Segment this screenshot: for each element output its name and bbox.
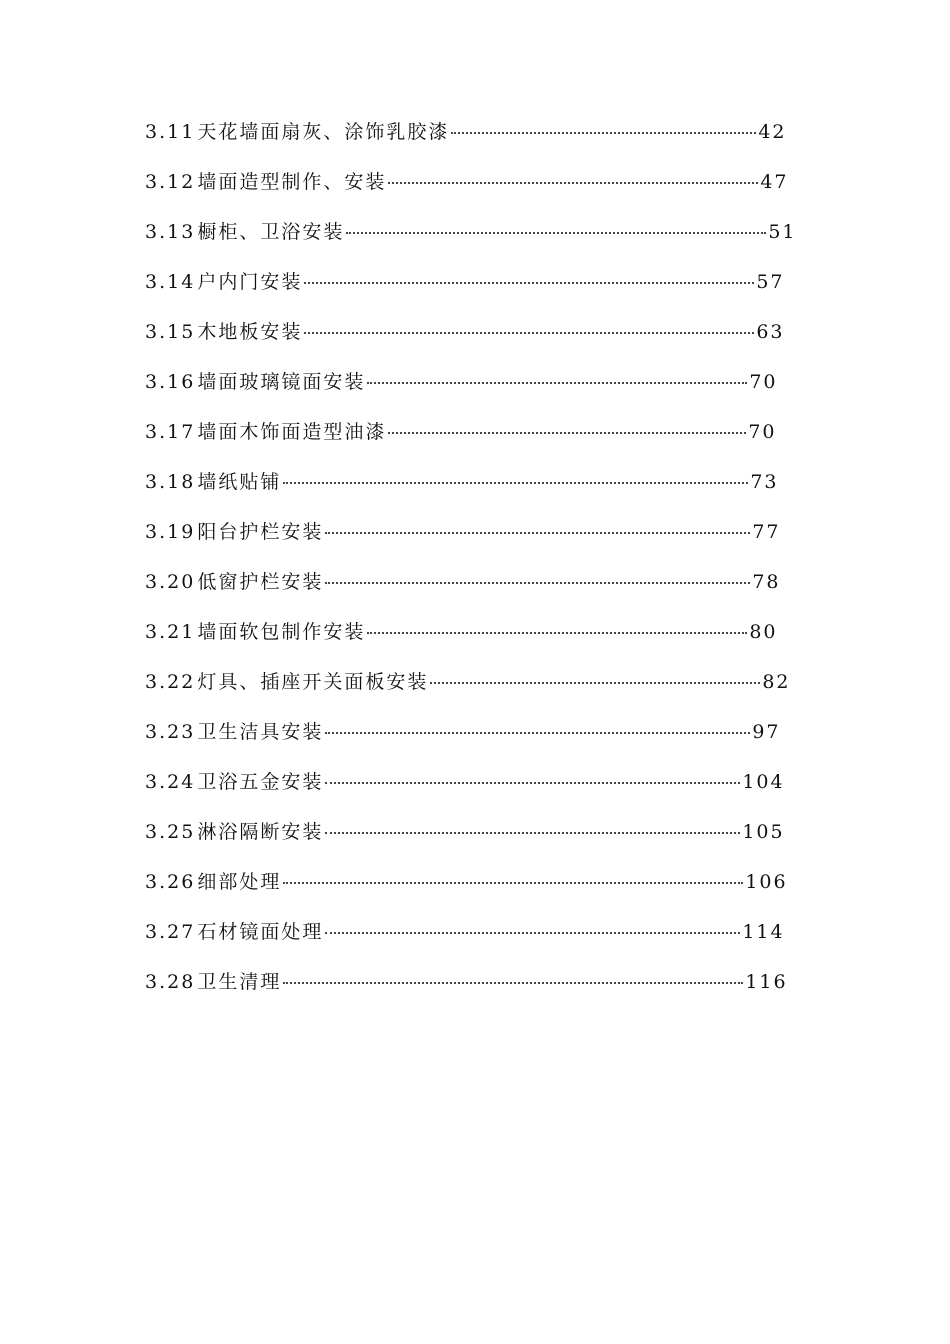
toc-entry[interactable] <box>145 217 805 267</box>
toc-entry[interactable] <box>145 367 805 417</box>
toc-entry-title: 户内门安装 <box>197 271 303 293</box>
toc-entry-page: 114 <box>742 921 785 943</box>
toc-entry-number: 3.15 <box>145 321 196 343</box>
toc-entry-page: 116 <box>745 971 788 993</box>
toc-entry-page: 77 <box>752 521 781 543</box>
toc-entry-number: 3.12 <box>145 171 196 193</box>
dot-leader <box>325 782 740 784</box>
toc-entry[interactable] <box>145 267 805 317</box>
toc-entry-number: 3.11 <box>145 121 196 143</box>
toc-entry[interactable] <box>145 667 805 717</box>
toc-entry-title: 墙纸贴铺 <box>197 471 282 493</box>
toc-entry[interactable] <box>145 317 805 367</box>
toc-entry-page: 80 <box>749 621 778 643</box>
toc-entry-title: 阳台护栏安装 <box>197 521 324 543</box>
dot-leader <box>346 232 766 234</box>
toc-entry[interactable] <box>145 417 805 467</box>
dot-leader <box>283 882 743 884</box>
toc-entry[interactable] <box>145 817 805 867</box>
toc-entry-title: 石材镜面处理 <box>197 921 324 943</box>
toc-entry-page: 82 <box>762 671 791 693</box>
toc-entry-page: 73 <box>750 471 779 493</box>
dot-leader <box>304 282 754 284</box>
toc-entry-title: 卫浴五金安装 <box>197 771 324 793</box>
toc-entry-page: 70 <box>749 371 778 393</box>
toc-entry-title: 灯具、插座开关面板安装 <box>197 671 429 693</box>
toc-entry-title: 细部处理 <box>197 871 282 893</box>
toc-entry-page: 106 <box>745 871 788 893</box>
toc-entry-title: 橱柜、卫浴安装 <box>197 221 345 243</box>
toc-entry[interactable] <box>145 867 805 917</box>
toc-entry-title: 木地板安装 <box>197 321 303 343</box>
dot-leader <box>388 182 758 184</box>
dot-leader <box>367 382 747 384</box>
toc-entry-page: 51 <box>768 221 797 243</box>
toc-entry[interactable] <box>145 717 805 767</box>
toc-entry-number: 3.27 <box>145 921 196 943</box>
dot-leader <box>325 732 750 734</box>
toc-entry-number: 3.23 <box>145 721 196 743</box>
toc-entry[interactable] <box>145 167 805 217</box>
toc-entry-page: 47 <box>760 171 789 193</box>
toc-entry-title: 卫生洁具安装 <box>197 721 324 743</box>
toc-entry-page: 97 <box>752 721 781 743</box>
toc-entry[interactable] <box>145 617 805 667</box>
toc-entry-title: 墙面软包制作安装 <box>197 621 366 643</box>
toc-entry[interactable] <box>145 767 805 817</box>
toc-entry-number: 3.24 <box>145 771 196 793</box>
toc-entry-page: 105 <box>742 821 785 843</box>
toc-entry-page: 70 <box>748 421 777 443</box>
toc-entry-page: 57 <box>756 271 785 293</box>
toc-entry[interactable] <box>145 567 805 617</box>
toc-entry-number: 3.17 <box>145 421 196 443</box>
dot-leader <box>283 982 743 984</box>
toc-entry-number: 3.16 <box>145 371 196 393</box>
toc-entry-page: 42 <box>758 121 787 143</box>
toc-entry-title: 卫生清理 <box>197 971 282 993</box>
dot-leader <box>304 332 754 334</box>
toc-entry-number: 3.18 <box>145 471 196 493</box>
toc-entry-number: 3.19 <box>145 521 196 543</box>
dot-leader <box>430 682 760 684</box>
toc-entry[interactable] <box>145 467 805 517</box>
toc-entry-number: 3.21 <box>145 621 196 643</box>
dot-leader <box>325 932 740 934</box>
toc-entry[interactable] <box>145 117 805 167</box>
toc-entry-title: 低窗护栏安装 <box>197 571 324 593</box>
toc-entry-title: 墙面木饰面造型油漆 <box>197 421 387 443</box>
table-of-contents <box>145 117 805 1017</box>
toc-entry-number: 3.26 <box>145 871 196 893</box>
dot-leader <box>451 132 756 134</box>
toc-entry-number: 3.20 <box>145 571 196 593</box>
dot-leader <box>325 532 750 534</box>
toc-entry[interactable] <box>145 917 805 967</box>
toc-entry-number: 3.13 <box>145 221 196 243</box>
toc-entry-number: 3.22 <box>145 671 196 693</box>
toc-entry[interactable] <box>145 967 805 1017</box>
toc-entry-number: 3.25 <box>145 821 196 843</box>
toc-entry-title: 墙面玻璃镜面安装 <box>197 371 366 393</box>
dot-leader <box>367 632 747 634</box>
dot-leader <box>388 432 746 434</box>
toc-entry-page: 78 <box>752 571 781 593</box>
toc-entry-page: 63 <box>756 321 785 343</box>
dot-leader <box>283 482 748 484</box>
toc-entry-number: 3.28 <box>145 971 196 993</box>
toc-entry[interactable] <box>145 517 805 567</box>
toc-entry-page: 104 <box>742 771 785 793</box>
toc-entry-number: 3.14 <box>145 271 196 293</box>
toc-entry-title: 天花墙面扇灰、涂饰乳胶漆 <box>197 121 450 143</box>
dot-leader <box>325 582 750 584</box>
dot-leader <box>325 832 740 834</box>
toc-entry-title: 淋浴隔断安装 <box>197 821 324 843</box>
toc-entry-title: 墙面造型制作、安装 <box>197 171 387 193</box>
